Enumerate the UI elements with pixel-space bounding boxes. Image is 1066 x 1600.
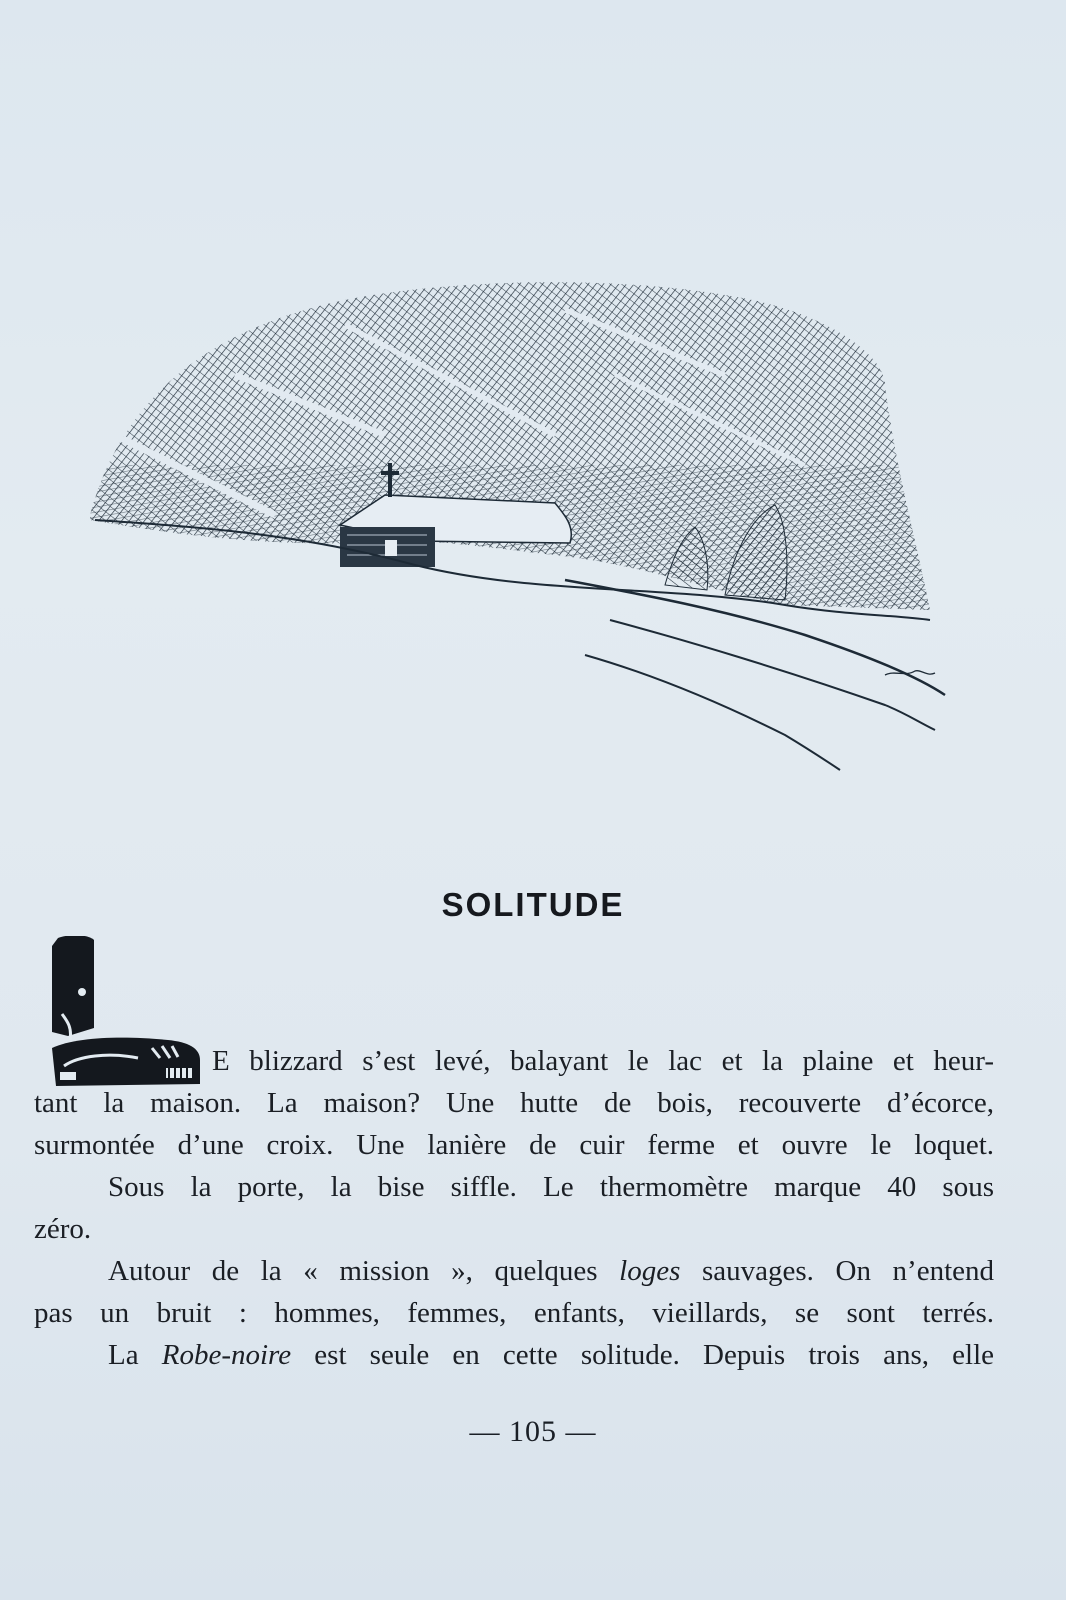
paragraph-4 xyxy=(34,1334,994,1376)
text-line: surmontée d’une croix. Une lanière de cuir ferme et ouvre le loquet. xyxy=(34,1129,994,1161)
text-line: La Robe-noire est seule en cette solitude. Depuis trois ans, elle xyxy=(108,1339,994,1371)
text-line: E blizzard s’est levé, balayant le lac et la plaine et heur- xyxy=(212,1045,994,1077)
paragraph-1 xyxy=(34,1040,994,1166)
page-number: — 105 — xyxy=(469,1415,597,1448)
blizzard-cabin-illustration xyxy=(85,265,965,795)
text-line: Sous la porte, la bise siffle. Le thermomètre marque 40 sous xyxy=(108,1171,994,1203)
paragraph-3 xyxy=(34,1250,994,1334)
text-line: zéro. xyxy=(34,1213,92,1245)
chapter-title: SOLITUDE xyxy=(441,886,625,923)
paragraph-2 xyxy=(34,1166,994,1250)
text-line: Autour de la « mission », quelques loges sauvages. On n’entend xyxy=(108,1255,994,1287)
text-line: pas un bruit : hommes, femmes, enfants, vieillards, se sont terrés. xyxy=(34,1297,994,1329)
text-line: tant la maison. La maison? Une hutte de bois, recouverte d’écorce, xyxy=(34,1087,994,1119)
